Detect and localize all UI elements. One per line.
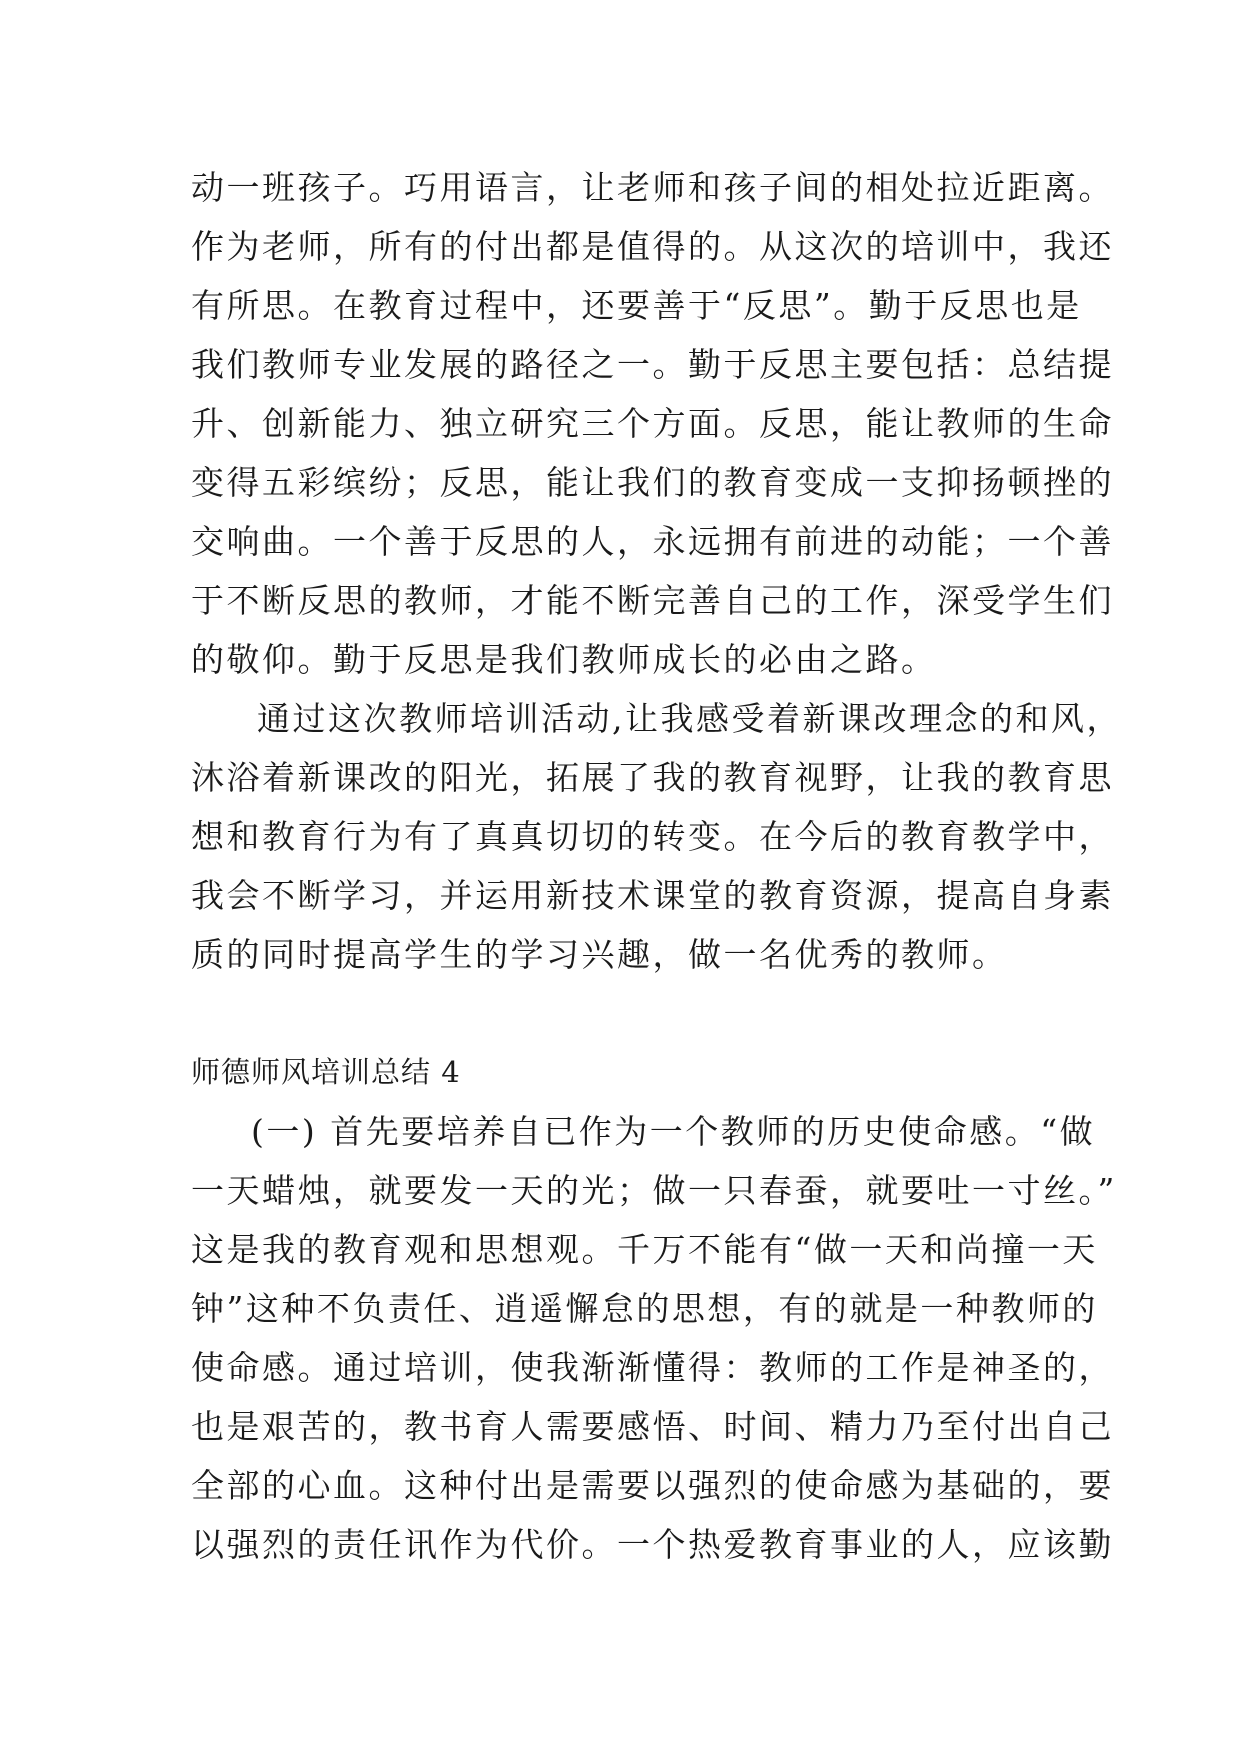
text-line: 想和教育行为有了真真切切的转变。在今后的教育教学中，	[191, 817, 1114, 856]
document-body	[191, 158, 1122, 1574]
text-line: (一) 首先要培养自已作为一个教师的历史使命感。“做	[251, 1112, 1096, 1151]
text-line: 也是艰苦的，教书育人需要感悟、时间、精力乃至付出自己	[191, 1407, 1114, 1446]
text-line: 全部的心血。这种付出是需要以强烈的使命感为基础的，要	[191, 1466, 1114, 1505]
paragraph-continued	[191, 158, 1114, 689]
paragraph-section4	[191, 1102, 1117, 1574]
text-line: 通过这次教师培训活动,让我感受着新课改理念的和风，	[257, 699, 1122, 738]
text-line: 交响曲。一个善于反思的人，永远拥有前进的动能；一个善	[191, 522, 1114, 561]
text-line: 变得五彩缤纷；反思，能让我们的教育变成一支抑扬顿挫的	[191, 463, 1114, 502]
section-heading: 师德师风培训总结 4	[191, 1055, 461, 1089]
paragraph-closing	[191, 689, 1122, 984]
text-line: 以强烈的责任讯作为代价。一个热爱教育事业的人，应该勤	[191, 1525, 1114, 1564]
text-line: 动一班孩子。巧用语言，让老师和孩子间的相处拉近距离。	[191, 168, 1114, 207]
text-line: 我会不断学习，并运用新技术课堂的教育资源，提高自身素	[191, 876, 1114, 915]
text-line: 于不断反思的教师，才能不断完善自己的工作，深受学生们	[191, 581, 1114, 620]
text-line: 升、创新能力、独立研究三个方面。反思，能让教师的生命	[191, 404, 1114, 443]
text-line: 沐浴着新课改的阳光，拓展了我的教育视野，让我的教育思	[191, 758, 1114, 797]
text-line: 的敬仰。勤于反思是我们教师成长的必由之路。	[191, 640, 937, 679]
text-line: 这是我的教育观和思想观。千万不能有“做一天和尚撞一天	[191, 1230, 1098, 1269]
text-line: 钟”这种不负责任、逍遥懈怠的思想，有的就是一种教师的	[191, 1289, 1098, 1328]
text-line: 有所思。在教育过程中，还要善于“反思”。勤于反思也是	[191, 286, 1082, 325]
text-line: 我们教师专业发展的路径之一。勤于反思主要包括：总结提	[191, 345, 1114, 384]
text-line: 一天蜡烛，就要发一天的光；做一只春蚕，就要吐一寸丝。”	[191, 1171, 1117, 1210]
section-spacer	[191, 984, 1051, 1043]
text-line: 质的同时提高学生的学习兴趣，做一名优秀的教师。	[191, 935, 1008, 974]
text-line: 使命感。通过培训，使我渐渐懂得：教师的工作是神圣的，	[191, 1348, 1114, 1387]
text-line: 作为老师，所有的付出都是值得的。从这次的培训中，我还	[191, 227, 1114, 266]
